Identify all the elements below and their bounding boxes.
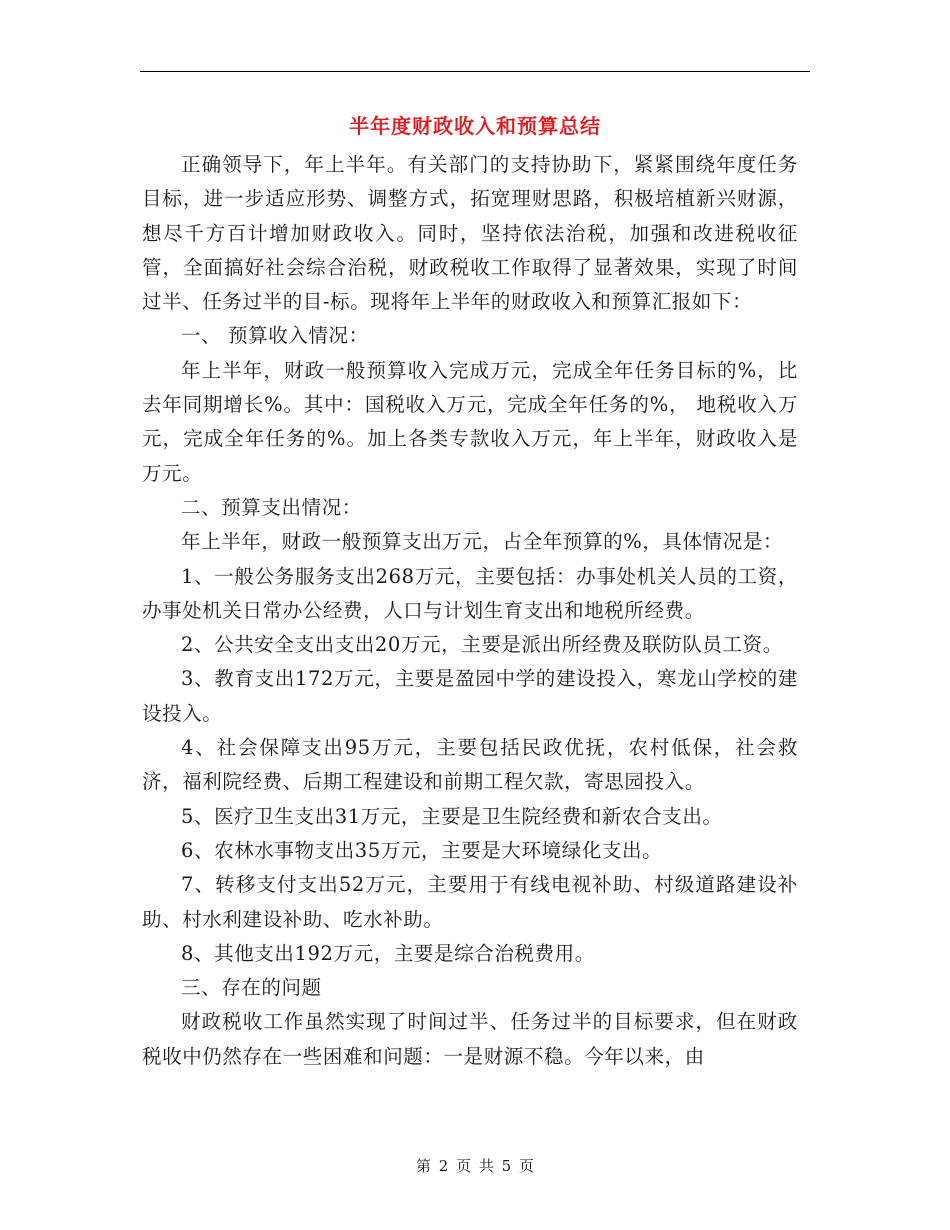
document-title: 半年度财政收入和预算总结 (349, 114, 601, 138)
header-rule (140, 71, 810, 72)
paragraph-problems: 财政税收工作虽然实现了时间过半、任务过半的目标要求，但在财政税收中仍然存在一些困难和问题：一是财源不稳。今年以来，由 (142, 1010, 798, 1068)
expenditure-item-8: 8、其他支出192万元，主要是综合治税费用。 (181, 941, 595, 965)
expenditure-item-3: 3、教育支出172万元，主要是盈园中学的建设投入，寒龙山学校的建设投入。 (142, 667, 798, 725)
paragraph-revenue: 年上半年，财政一般预算收入完成万元，完成全年任务目标的%，比去年同期增长%。其中：国税收入万元，完成全年任务的%， 地税收入万元，完成全年任务的%。加上各类专款收入万元，年上半年，财政收入是万元。 (142, 358, 798, 485)
heading-problems: 三、存在的问题 (181, 976, 322, 1000)
expenditure-item-6: 6、农林水事物支出35万元，主要是大环境绿化支出。 (181, 838, 663, 862)
paragraph-expenditure-summary: 年上半年，财政一般预算支出万元，占全年预算的%，具体情况是： (181, 530, 784, 554)
expenditure-item-1: 1、一般公务服务支出268万元，主要包括：办事处机关人员的工资，办事处机关日常办公经费，人口与计划生育支出和地税所经费。 (142, 564, 798, 622)
expenditure-item-5: 5、医疗卫生支出31万元，主要是卫生院经费和新农合支出。 (181, 804, 723, 828)
heading-expenditure: 二、预算支出情况： (181, 495, 362, 519)
expenditure-item-4: 4、社会保障支出95万元，主要包括民政优抚，农村低保，社会救济，福利院经费、后期工程建设和前期工程欠款，寄思园投入。 (142, 736, 798, 794)
heading-revenue: 一、 预算收入情况： (181, 324, 369, 348)
paragraph-intro: 正确领导下，年上半年。有关部门的支持协助下，紧紧围绕年度任务目标，进一步适应形势、调整方式，拓宽理财思路，积极培植新兴财源，想尽千方百计增加财政收入。同时，坚持依法治税，加强和改进税收征管，全面搞好社会综合治税，财政税收工作取得了显著效果，实现了时间过半、任务过半的目-标。现将年上半年的财政收入和预算汇报如下： (142, 153, 798, 314)
page-number-footer: 第 2 页 共 5 页 (416, 1157, 534, 1175)
expenditure-item-2: 2、公共安全支出支出20万元，主要是派出所经费及联防队员工资。 (181, 633, 783, 657)
document-body (142, 148, 798, 1074)
expenditure-item-7: 7、转移支付支出52万元，主要用于有线电视补助、村级道路建设补助、村水利建设补助、吃水补助。 (142, 873, 798, 931)
